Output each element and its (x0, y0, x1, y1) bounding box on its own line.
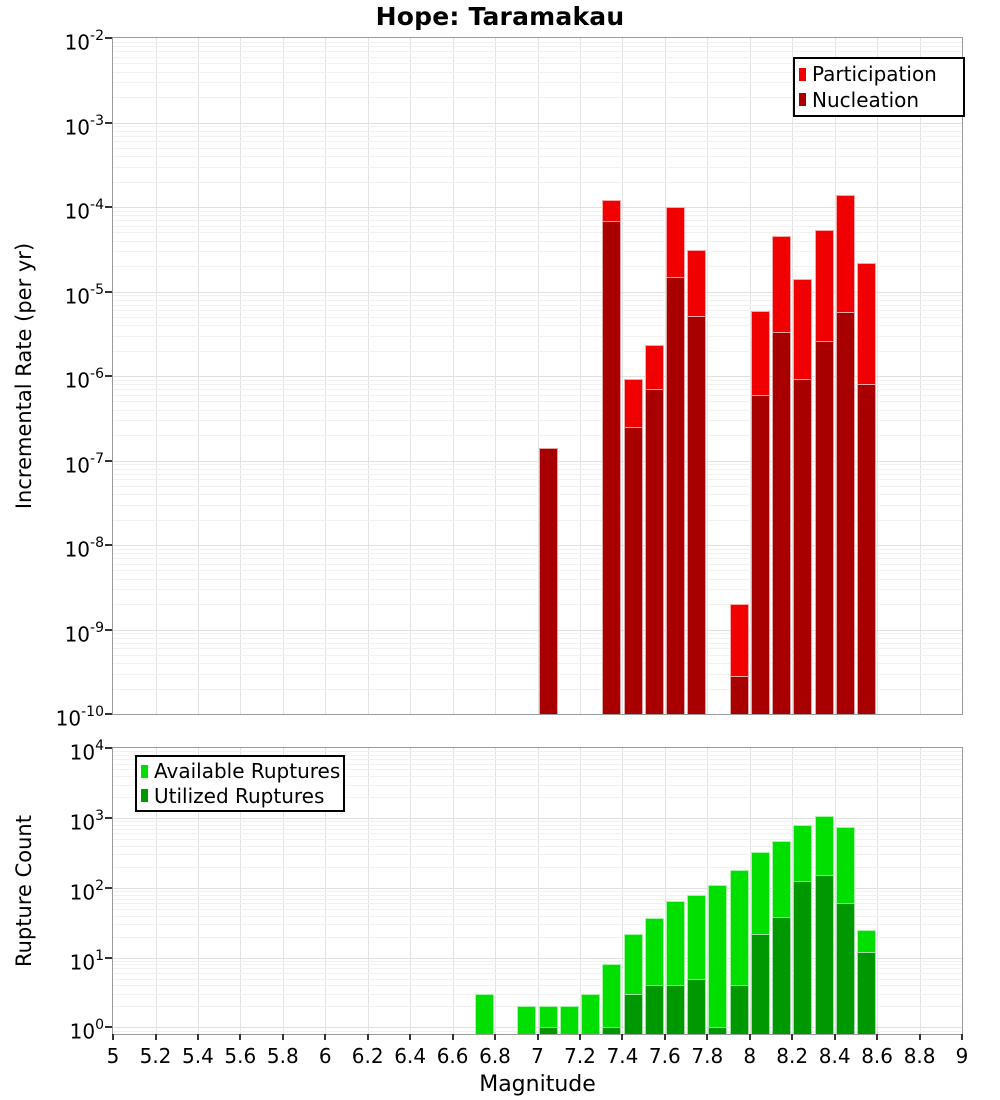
y-minor-gridline (113, 829, 962, 830)
rate-axis-label: Incremental Rate (per yr) (12, 242, 36, 510)
x-tick-mark (324, 1034, 326, 1040)
x-tick-label: 6.8 (479, 1044, 511, 1068)
y-tick-mark (105, 817, 112, 819)
x-tick-label: 9 (955, 1044, 969, 1068)
y-minor-gridline (113, 1006, 962, 1007)
y-minor-gridline (113, 42, 962, 43)
x-tick-mark (367, 1034, 369, 1040)
y-tick-label: $10^4$ (69, 738, 104, 765)
participation-swatch-icon (799, 68, 806, 81)
y-minor-gridline (113, 148, 962, 149)
utilized-ruptures-bar (666, 985, 685, 1034)
y-minor-gridline (113, 410, 962, 411)
y-tick-label: $10^0$ (69, 1017, 104, 1045)
y-minor-gridline (113, 211, 962, 212)
y-tick-mark (105, 544, 112, 546)
nucleation-bar (687, 316, 706, 715)
y-minor-gridline (113, 215, 962, 216)
legend-item-nucleation (799, 88, 959, 112)
y-minor-gridline (113, 126, 962, 127)
nucleation-bar (772, 332, 791, 714)
y-minor-gridline (113, 903, 962, 904)
x-tick-label: 8.6 (861, 1044, 893, 1068)
y-minor-gridline (113, 251, 962, 252)
y-tick-mark (105, 206, 112, 208)
y-minor-gridline (113, 136, 962, 137)
y-minor-gridline (113, 589, 962, 590)
y-minor-gridline (113, 51, 962, 52)
y-minor-gridline (113, 300, 962, 301)
x-tick-label: 6.2 (351, 1044, 384, 1068)
x-tick-label: 6 (318, 1044, 332, 1068)
rate-legend (793, 57, 965, 117)
nucleation-label: Nucleation (812, 87, 920, 112)
x-tick-label: 7.6 (648, 1044, 681, 1068)
y-minor-gridline (113, 638, 962, 639)
y-minor-gridline (113, 655, 962, 656)
y-major-gridline (113, 888, 962, 889)
y-minor-gridline (113, 167, 962, 168)
y-major-gridline (113, 545, 962, 546)
y-minor-gridline (113, 380, 962, 381)
y-minor-gridline (113, 325, 962, 326)
available-ruptures-bar (517, 1006, 536, 1034)
y-minor-gridline (113, 689, 962, 690)
y-minor-gridline (113, 924, 962, 925)
y-tick-label: $10^{-4}$ (64, 197, 104, 224)
y-minor-gridline (113, 220, 962, 221)
y-minor-gridline (113, 156, 962, 157)
x-tick-label: 5.6 (224, 1044, 257, 1068)
y-tick-label: $10^{-8}$ (64, 535, 104, 562)
y-minor-gridline (113, 505, 962, 506)
utilized-ruptures-label: Utilized Ruptures (154, 783, 325, 808)
x-tick-label: 5 (106, 1044, 120, 1068)
y-major-gridline (113, 1027, 962, 1028)
x-tick-mark (579, 1034, 581, 1040)
y-tick-mark (105, 37, 112, 39)
y-major-gridline (113, 714, 962, 715)
count-legend (135, 755, 345, 812)
y-tick-label: $10^{-3}$ (64, 112, 104, 140)
available-ruptures-label: Available Ruptures (154, 759, 341, 784)
x-tick-mark (791, 1034, 793, 1040)
x-tick-label: 5.8 (266, 1044, 299, 1068)
y-minor-gridline (113, 937, 962, 938)
y-minor-gridline (113, 895, 962, 896)
available-ruptures-bar (708, 885, 727, 1034)
x-tick-mark (664, 1034, 666, 1040)
y-minor-gridline (113, 909, 962, 910)
y-minor-gridline (113, 266, 962, 267)
y-minor-gridline (113, 479, 962, 480)
available-ruptures-bar (581, 994, 600, 1034)
utilized-ruptures-bar (836, 903, 855, 1034)
nucleation-bar (857, 384, 876, 714)
y-minor-gridline (113, 305, 962, 306)
y-tick-mark (105, 713, 112, 715)
y-tick-mark (105, 1026, 112, 1028)
y-minor-gridline (113, 384, 962, 385)
nucleation-bar (624, 427, 643, 714)
x-tick-mark (834, 1034, 836, 1040)
nucleation-swatch-icon (799, 93, 806, 106)
y-minor-gridline (113, 674, 962, 675)
y-minor-gridline (113, 389, 962, 390)
x-tick-mark (919, 1034, 921, 1040)
y-major-gridline (113, 123, 962, 124)
y-major-gridline (113, 376, 962, 377)
magnitude-axis-label: Magnitude (479, 1072, 596, 1097)
available-ruptures-bar (560, 1006, 579, 1034)
y-minor-gridline (113, 854, 962, 855)
legend-item-participation (799, 62, 959, 86)
nucleation-bar (836, 312, 855, 714)
count-axis-label: Rupture Count (12, 815, 36, 967)
y-major-gridline (113, 292, 962, 293)
y-minor-gridline (113, 469, 962, 470)
y-minor-gridline (113, 486, 962, 487)
utilized-ruptures-bar (857, 952, 876, 1034)
y-minor-gridline (113, 643, 962, 644)
y-minor-gridline (113, 825, 962, 826)
utilized-ruptures-bar (751, 934, 770, 1034)
x-tick-mark (494, 1034, 496, 1040)
y-minor-gridline (113, 558, 962, 559)
y-tick-label: $10^{-5}$ (64, 281, 104, 309)
x-tick-label: 8.4 (818, 1044, 851, 1068)
x-tick-mark (155, 1034, 157, 1040)
y-minor-gridline (113, 916, 962, 917)
y-minor-gridline (113, 241, 962, 242)
y-minor-gridline (113, 839, 962, 840)
nucleation-bar (602, 221, 621, 714)
y-minor-gridline (113, 979, 962, 980)
y-tick-mark (105, 957, 112, 959)
y-minor-gridline (113, 1031, 962, 1032)
y-major-gridline (113, 461, 962, 462)
y-minor-gridline (113, 663, 962, 664)
nucleation-bar (666, 277, 685, 714)
y-minor-gridline (113, 46, 962, 47)
y-tick-mark (105, 291, 112, 293)
y-minor-gridline (113, 985, 962, 986)
available-ruptures-swatch-icon (141, 765, 148, 778)
y-minor-gridline (113, 226, 962, 227)
y-minor-gridline (113, 141, 962, 142)
y-tick-label: $10^3$ (69, 807, 104, 835)
y-minor-gridline (113, 494, 962, 495)
nucleation-bar (751, 395, 770, 714)
y-minor-gridline (113, 633, 962, 634)
y-minor-gridline (113, 867, 962, 868)
y-tick-mark (105, 629, 112, 631)
y-minor-gridline (113, 648, 962, 649)
utilized-ruptures-bar (539, 1027, 558, 1034)
y-minor-gridline (113, 964, 962, 965)
x-tick-label: 8.2 (776, 1044, 809, 1068)
y-tick-label: $10^1$ (69, 947, 104, 975)
y-minor-gridline (113, 435, 962, 436)
y-minor-gridline (113, 553, 962, 554)
x-tick-label: 5.4 (181, 1044, 214, 1068)
utilized-ruptures-bar (772, 917, 791, 1034)
y-minor-gridline (113, 891, 962, 892)
x-tick-mark (706, 1034, 708, 1040)
x-tick-mark (537, 1034, 539, 1040)
utilized-ruptures-bar (793, 881, 812, 1034)
utilized-ruptures-bar (687, 979, 706, 1034)
y-minor-gridline (113, 336, 962, 337)
legend-item-utilized-ruptures (141, 784, 339, 808)
y-minor-gridline (113, 182, 962, 183)
y-minor-gridline (113, 899, 962, 900)
y-major-gridline (113, 818, 962, 819)
chart-title: Hope: Taramakau (375, 2, 625, 31)
utilized-ruptures-bar (708, 1027, 727, 1034)
x-tick-label: 6.4 (394, 1044, 427, 1068)
x-tick-mark (282, 1034, 284, 1040)
y-minor-gridline (113, 395, 962, 396)
y-minor-gridline (113, 351, 962, 352)
legend-item-available-ruptures (141, 759, 339, 783)
x-tick-mark (749, 1034, 751, 1040)
x-tick-label: 6.6 (436, 1044, 469, 1068)
y-minor-gridline (113, 833, 962, 834)
y-tick-mark (105, 747, 112, 749)
x-tick-mark (112, 1034, 114, 1040)
nucleation-bar (645, 389, 664, 714)
y-tick-label: $10^{-6}$ (64, 366, 104, 393)
y-tick-mark (105, 460, 112, 462)
nucleation-bar (730, 676, 749, 714)
x-tick-label: 8.8 (903, 1044, 936, 1068)
y-minor-gridline (113, 317, 962, 318)
x-tick-mark (409, 1034, 411, 1040)
x-tick-label: 8 (743, 1044, 757, 1068)
nucleation-bar (815, 341, 834, 714)
y-tick-mark (105, 375, 112, 377)
x-tick-label: 7.4 (606, 1044, 639, 1068)
x-tick-mark (452, 1034, 454, 1040)
participation-label: Participation (812, 62, 937, 87)
y-minor-gridline (113, 401, 962, 402)
y-tick-label: $10^{-9}$ (64, 619, 104, 647)
y-major-gridline (113, 207, 962, 208)
utilized-ruptures-bar (730, 985, 749, 1034)
y-minor-gridline (113, 131, 962, 132)
nucleation-bar (793, 379, 812, 714)
y-minor-gridline (113, 968, 962, 969)
y-minor-gridline (113, 310, 962, 311)
y-minor-gridline (113, 821, 962, 822)
x-tick-label: 5.2 (139, 1044, 172, 1068)
utilized-ruptures-bar (815, 875, 834, 1034)
y-minor-gridline (113, 564, 962, 565)
x-tick-label: 7.2 (564, 1044, 596, 1068)
utilized-ruptures-bar (602, 1027, 621, 1034)
x-tick-mark (961, 1034, 963, 1040)
x-tick-mark (621, 1034, 623, 1040)
y-minor-gridline (113, 520, 962, 521)
y-minor-gridline (113, 232, 962, 233)
y-tick-label: $10^{-10}$ (55, 704, 104, 731)
available-ruptures-bar (475, 994, 494, 1034)
utilized-ruptures-bar (645, 985, 664, 1034)
y-tick-label: $10^{-7}$ (64, 450, 104, 478)
y-minor-gridline (113, 570, 962, 571)
x-tick-mark (197, 1034, 199, 1040)
y-minor-gridline (113, 474, 962, 475)
x-tick-label: 7 (531, 1044, 544, 1068)
y-minor-gridline (113, 604, 962, 605)
y-minor-gridline (113, 751, 962, 752)
utilized-ruptures-swatch-icon (141, 789, 148, 802)
y-minor-gridline (113, 295, 962, 296)
available-ruptures-bar (602, 964, 621, 1034)
y-minor-gridline (113, 579, 962, 580)
y-minor-gridline (113, 961, 962, 962)
nucleation-bar (539, 448, 558, 714)
x-tick-label: 7.8 (691, 1044, 724, 1068)
y-tick-label: $10^2$ (69, 877, 104, 905)
rate-plot (112, 37, 963, 715)
y-major-gridline (113, 630, 962, 631)
x-tick-mark (239, 1034, 241, 1040)
y-minor-gridline (113, 973, 962, 974)
utilized-ruptures-bar (624, 994, 643, 1034)
y-minor-gridline (113, 464, 962, 465)
x-tick-mark (876, 1034, 878, 1040)
y-minor-gridline (113, 420, 962, 421)
y-tick-mark (105, 122, 112, 124)
y-minor-gridline (113, 846, 962, 847)
y-tick-mark (105, 887, 112, 889)
y-major-gridline (113, 958, 962, 959)
y-tick-label: $10^{-2}$ (64, 28, 104, 55)
y-minor-gridline (113, 549, 962, 550)
y-minor-gridline (113, 994, 962, 995)
